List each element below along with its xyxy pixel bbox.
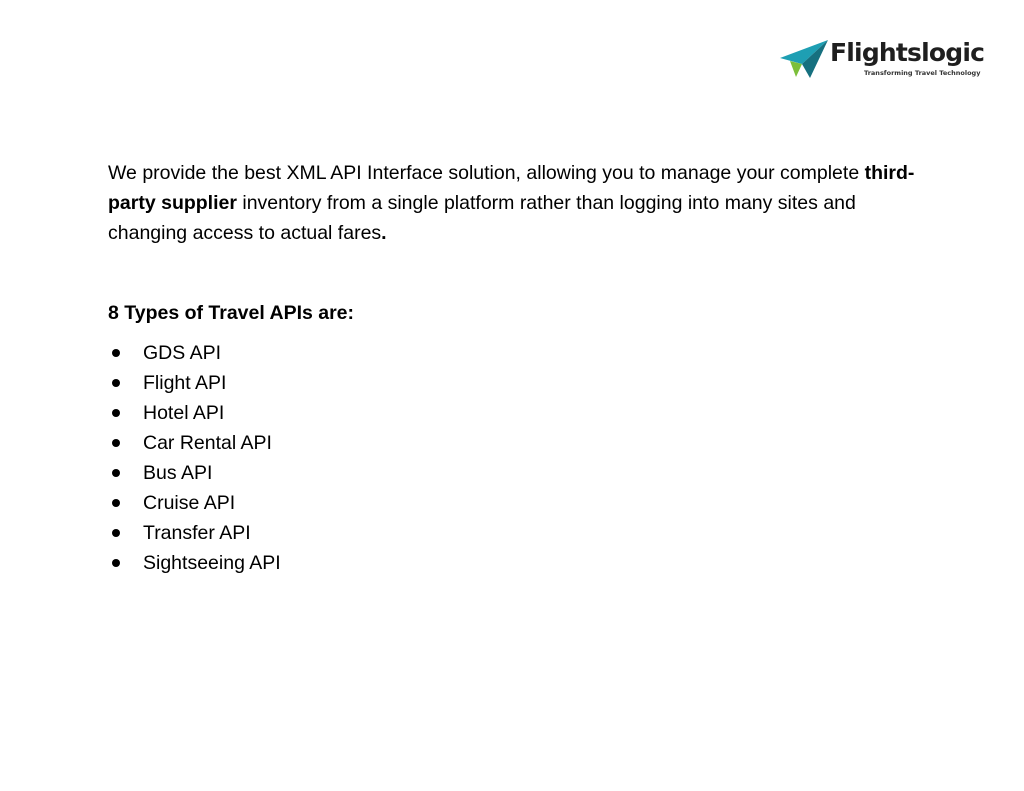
- flightslogic-logo: [780, 38, 985, 82]
- intro-paragraph: [108, 158, 938, 248]
- bullet-icon: [112, 349, 120, 357]
- bullet-icon: [112, 409, 120, 417]
- list-item-label: Bus API: [143, 462, 213, 484]
- list-item-label: Transfer API: [143, 522, 251, 544]
- section-heading: 8 Types of Travel APIs are:: [108, 302, 355, 324]
- intro-text-start: We provide the best XML API Interface solution, allowing you to manage your complete: [108, 162, 865, 184]
- bullet-icon: [112, 379, 120, 387]
- logo-tagline: Transforming Travel Technology: [864, 69, 981, 77]
- paper-plane-logo-icon: [780, 40, 828, 80]
- list-item-label: Flight API: [143, 372, 227, 394]
- bullet-icon: [112, 559, 120, 567]
- bullet-icon: [112, 469, 120, 477]
- list-item-label: Cruise API: [143, 492, 236, 514]
- bullet-icon: [112, 529, 120, 537]
- intro-end-punctuation: .: [381, 222, 387, 244]
- bullet-icon: [112, 499, 120, 507]
- intro-bold-text: third-party supplier: [108, 162, 915, 214]
- logo-wordmark: Flightslogic: [830, 38, 985, 67]
- list-item-label: GDS API: [143, 342, 222, 364]
- intro-text-end: inventory from a single platform rather than logging into many sites and changing access to actual fares: [108, 192, 856, 244]
- bullet-icon: [112, 439, 120, 447]
- list-item-label: Sightseeing API: [143, 552, 281, 574]
- list-item-label: Car Rental API: [143, 432, 272, 454]
- list-item-label: Hotel API: [143, 402, 225, 424]
